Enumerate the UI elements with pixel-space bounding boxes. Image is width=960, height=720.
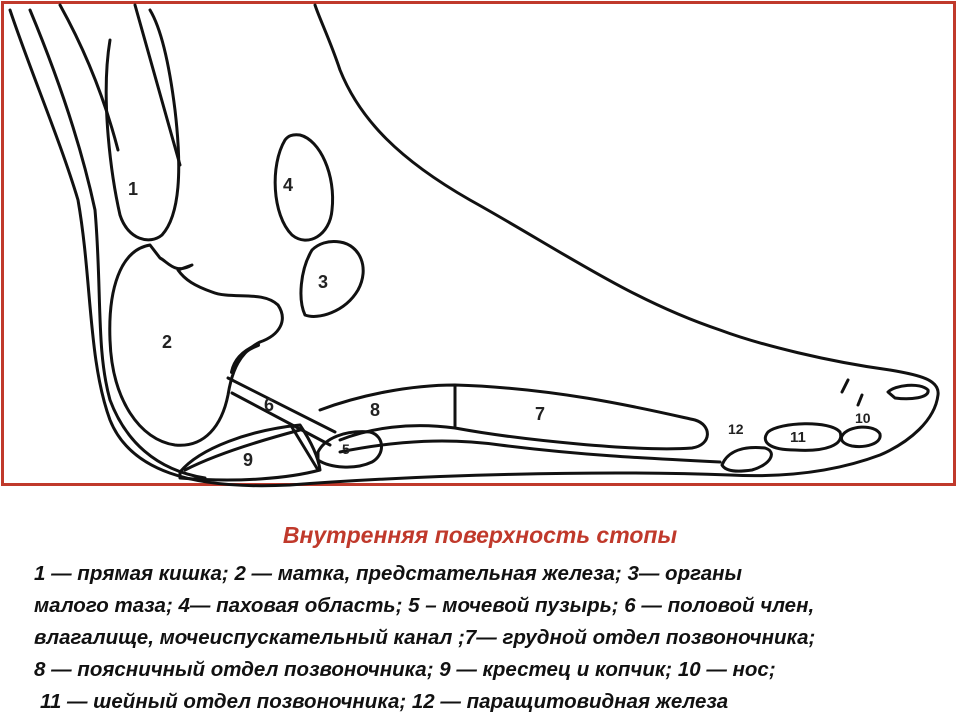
legend-line-2: малого таза; 4— паховая область; 5 – мочевой пузырь; 6 — половой член,	[34, 594, 815, 617]
label-11: 11	[790, 429, 806, 446]
label-4: 4	[283, 175, 294, 195]
legend-line-3: влагалище, мочеиспускательный канал ;7— грудной отдел позвоночника;	[34, 626, 816, 649]
caption-title: Внутренняя поверхность стопы	[282, 522, 678, 548]
zone-12-parathyroid	[722, 448, 771, 472]
zone-10-nose	[841, 427, 880, 446]
label-5: 5	[342, 441, 350, 457]
heel-inner-line	[30, 10, 205, 478]
label-3: 3	[318, 272, 329, 292]
toe-nail	[888, 385, 928, 398]
label-10: 10	[855, 410, 871, 426]
label-12: 12	[728, 421, 744, 437]
label-8: 8	[370, 400, 381, 420]
label-9: 9	[243, 450, 254, 470]
zone-3-pelvic	[301, 241, 363, 316]
legend-line-1: 1 — прямая кишка; 2 — матка, предстательная железа; 3— органы	[34, 562, 743, 585]
shin-line-outer	[60, 5, 118, 150]
toe-crease-1	[842, 380, 848, 392]
legend-line-5: 11 — шейный отдел позвоночника; 12 — паращитовидная железа	[40, 690, 729, 713]
label-2: 2	[162, 332, 173, 352]
arch-lower-line	[185, 430, 720, 470]
legend-line-4: 8 — поясничный отдел позвоночника; 9 — крестец и копчик; 10 — нос;	[34, 658, 776, 681]
label-7: 7	[535, 404, 546, 424]
label-1: 1	[128, 179, 139, 199]
label-6: 6	[264, 395, 275, 415]
toe-crease-2	[858, 395, 862, 405]
